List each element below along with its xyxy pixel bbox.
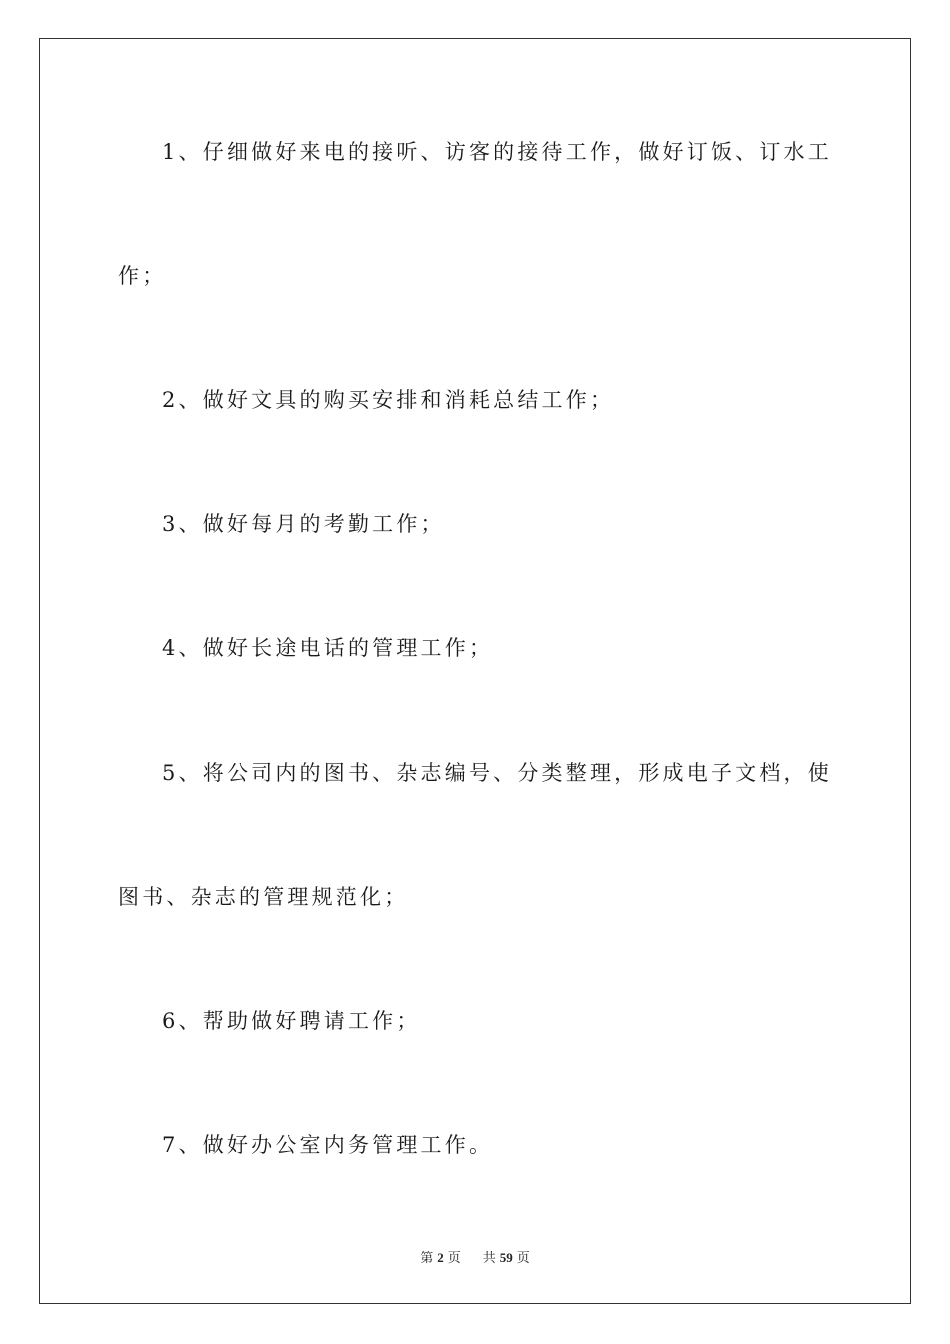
paragraph-line-2: 作；: [118, 264, 167, 288]
paragraph-line-7: 图书、杂志的管理规范化；: [118, 885, 409, 909]
paragraph-line-8: 6、帮助做好聘请工作；: [162, 1009, 421, 1033]
footer-page-prefix: 第: [420, 1250, 434, 1265]
paragraph-line-4: 3、做好每月的考勤工作；: [162, 512, 445, 536]
paragraph-line-1: 1、仔细做好来电的接听、访客的接待工作，做好订饭、订水工: [162, 140, 832, 164]
footer-total-suffix: 页: [516, 1250, 530, 1265]
paragraph-line-9: 7、做好办公室内务管理工作。: [162, 1133, 494, 1157]
footer-total-pages: 59: [499, 1250, 513, 1265]
paragraph-line-5: 4、做好长途电话的管理工作；: [162, 636, 494, 660]
footer-page-suffix: 页: [447, 1250, 461, 1265]
page-border: [39, 38, 911, 1304]
page-footer: [0, 1247, 950, 1266]
footer-page-number: 2: [437, 1250, 444, 1265]
paragraph-line-3: 2、做好文具的购买安排和消耗总结工作；: [162, 388, 615, 412]
paragraph-line-6: 5、将公司内的图书、杂志编号、分类整理，形成电子文档，使: [162, 761, 832, 785]
footer-total-prefix: 共: [482, 1250, 496, 1265]
